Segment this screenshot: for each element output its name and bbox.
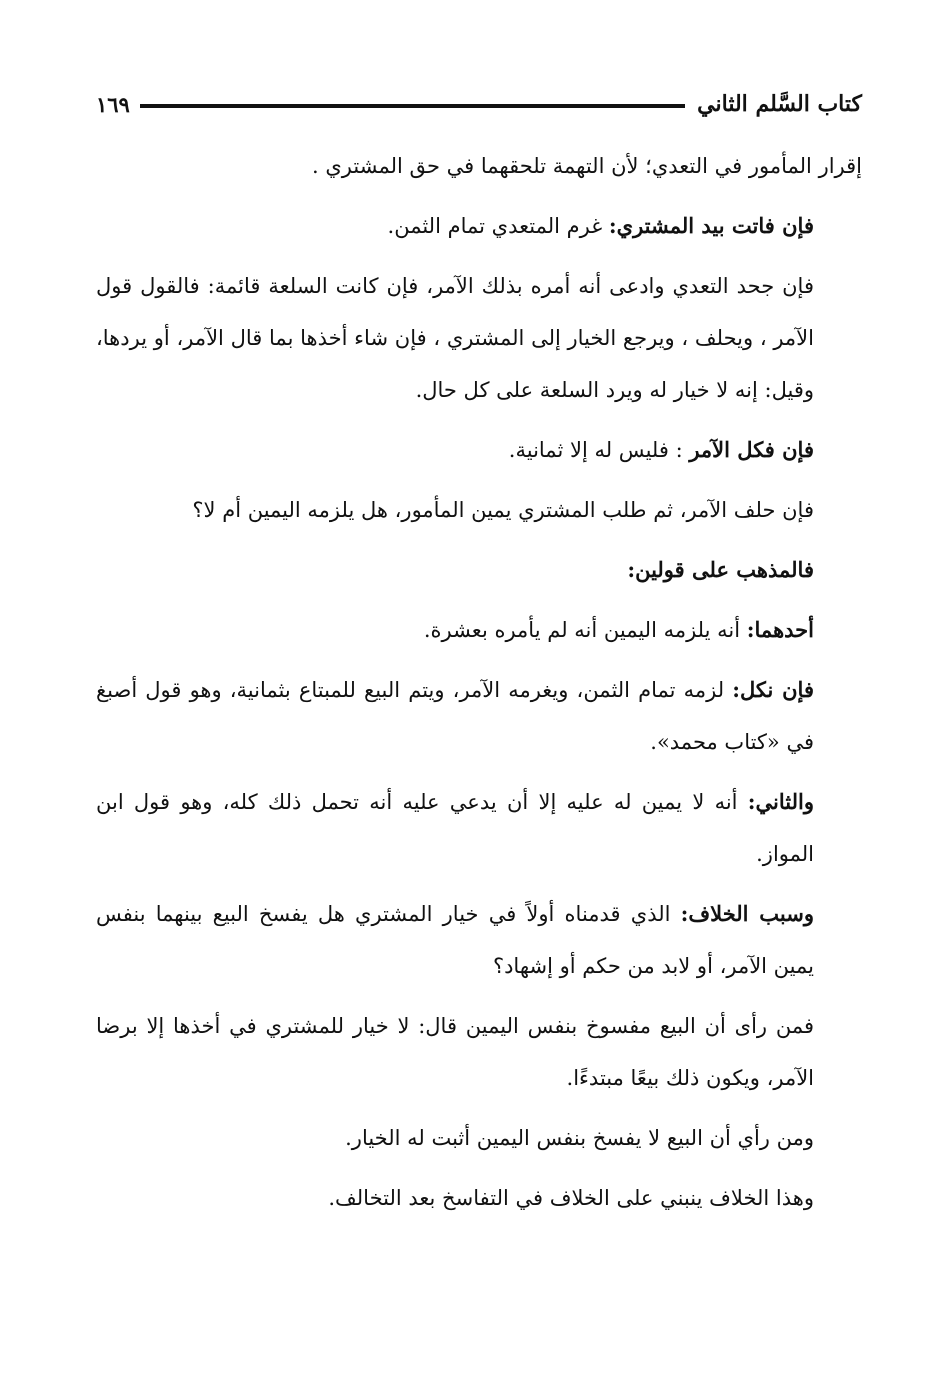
paragraph-lead: فإن فاتت بيد المشتري:	[608, 213, 814, 238]
paragraph	[96, 484, 862, 536]
paragraph-lead: أحدهما:	[746, 617, 814, 642]
paragraph	[96, 424, 862, 476]
paragraph-text: فمن رأى أن البيع مفسوخ بنفس اليمين قال: لا خيار للمشتري في أخذها إلا برضا الآمر، ويكون ذلك بيعًا مبتدءًا.	[96, 1014, 814, 1090]
paragraph-text: فإن حلف الآمر، ثم طلب المشتري يمين المأمور، هل يلزمه اليمين أم لا؟	[192, 498, 814, 522]
paragraph-lead: وسبب الخلاف:	[680, 901, 814, 926]
paragraph	[96, 776, 862, 880]
page-body	[96, 140, 862, 1232]
header-rule	[140, 104, 685, 108]
paragraph-lead: والثاني:	[747, 789, 814, 814]
paragraph-text: غرم المتعدي تمام الثمن.	[387, 214, 609, 238]
paragraph-lead: فإن فكل الآمر	[689, 437, 814, 462]
paragraph	[96, 664, 862, 768]
paragraph	[96, 200, 862, 252]
paragraph	[96, 140, 862, 192]
paragraph-text: وهذا الخلاف ينبني على الخلاف في التفاسخ بعد التخالف.	[328, 1186, 814, 1210]
paragraph	[96, 1000, 862, 1104]
paragraph-text: فإن جحد التعدي وادعى أنه أمره بذلك الآمر، فإن كانت السلعة قائمة: فالقول قول الآمر ، ويحلف ، ويرجع الخيار إلى المشتري ، فإن شاء أخذها بما قال الآمر، أو يردها، وقيل: إنه لا خيار له ويرد السلعة على كل حال.	[96, 274, 814, 402]
paragraph	[96, 888, 862, 992]
paragraph	[96, 1112, 862, 1164]
paragraph	[96, 544, 862, 596]
paragraph-text: لزمه تمام الثمن، ويغرمه الآمر، ويتم البيع للمبتاع بثمانية، وهو قول أصبغ في «كتاب محمد».	[96, 678, 814, 754]
paragraph-lead: فالمذهب على قولين:	[627, 557, 814, 582]
paragraph-lead: فإن نكل:	[732, 677, 814, 702]
page-number: ١٦٩	[96, 91, 130, 117]
paragraph-text: : فليس له إلا ثمانية.	[508, 438, 690, 462]
paragraph-text: ومن رأي أن البيع لا يفسخ بنفس اليمين أثبت له الخيار.	[345, 1126, 814, 1150]
paragraph	[96, 604, 862, 656]
paragraph-text: أنه لا يمين له عليه إلا أن يدعي عليه أنه تحمل ذلك كله، وهو قول ابن المواز.	[96, 790, 814, 866]
paragraph-text: إقرار المأمور في التعدي؛ لأن التهمة تلحقهما في حق المشتري .	[312, 154, 862, 178]
paragraph	[96, 260, 862, 416]
paragraph	[96, 1172, 862, 1224]
running-header	[96, 84, 862, 124]
paragraph-text: أنه يلزمه اليمين أنه لم يأمره بعشرة.	[423, 618, 747, 642]
running-header-title: كتاب السَّلم الثاني	[697, 91, 862, 117]
paragraph-text: الذي قدمناه أولاً في خيار المشتري هل يفسخ البيع بينهما بنفس يمين الآمر، أو لابد من حكم أو إشهاد؟	[96, 902, 814, 978]
